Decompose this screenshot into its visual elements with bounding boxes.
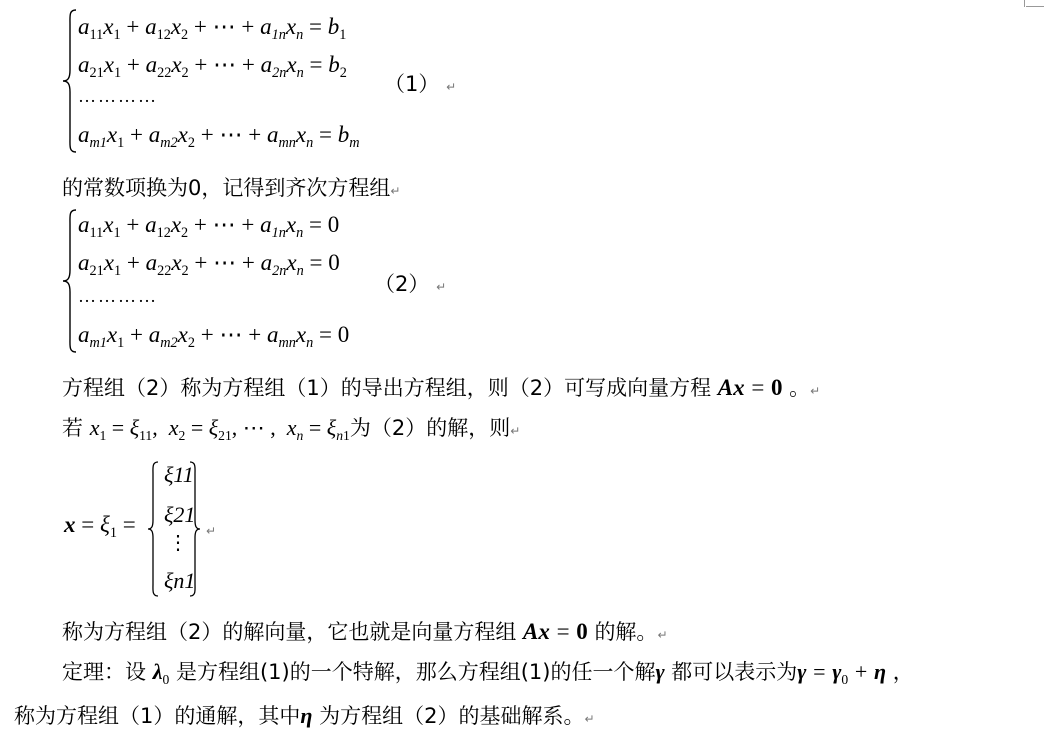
equation-row: $a_{m1}x_1 + a_{m2}x_2$ + ⋯ + $a_{mn}x_n = 0$ [78, 322, 350, 351]
ellipsis-row: ………… [78, 86, 158, 106]
equation-row: $a_{11}x_1 + a_{12}x_2$ + ⋯ + $a_{1n}x_n = 0$ [78, 212, 340, 241]
equation-row: $a_{21}x_1 + a_{22}x_2$ + ⋯ + $a_{2n}x_n = 0$ [78, 250, 340, 279]
paragraph-line: 称为方程组（2）的解向量，它也就是向量方程组 Ax = 0 的解。↵ [62, 619, 668, 644]
paragraph-mark: ↵ [206, 524, 217, 538]
paragraph-line: 称为方程组（1）的通解，其中η 为方程组（2）的基础解系。↵ [14, 703, 595, 728]
ellipsis-row: ………… [78, 286, 158, 306]
right-brace [188, 460, 202, 598]
left-brace [146, 460, 160, 598]
paragraph-line: 的常数项换为0，记得到齐次方程组↵ [62, 176, 401, 200]
paragraph-line: 若 $x_1 = \xi_{11}$, $x_2 = \xi_{21}$, ⋯ , $x_n = \xi_{n1}$为（2）的解，则↵ [62, 415, 521, 443]
vector-entry: ξ21 [164, 502, 196, 527]
page-corner-mark [1026, 6, 1044, 7]
vector-entry: ⋮ [168, 532, 188, 554]
equation-label-2: （2） ↵ [374, 272, 447, 296]
vector-entry: ξn1 [164, 568, 196, 593]
left-brace [60, 8, 78, 154]
equation-row: $a_{21}x_1 + a_{22}x_2$ + ⋯ + $a_{2n}x_n = b_2$ [78, 52, 347, 81]
left-brace [60, 208, 78, 354]
vector-lhs: $x = \xi_1$ = [64, 512, 136, 541]
equation-row: $a_{m1}x_1 + a_{m2}x_2$ + ⋯ + $a_{mn}x_n = b_m$ [78, 122, 360, 151]
paragraph-line: 方程组（2）称为方程组（1）的导出方程组，则（2）可写成向量方程 Ax = 0 。↵ [62, 375, 821, 400]
paragraph-line: 定理：设 $\lambda_0$ 是方程组(1)的一个特解，那么方程组(1)的任一个解γ 都可以表示为$\gamma = \gamma_0 + \eta$ ， [62, 659, 914, 687]
page-corner-mark [1024, 0, 1025, 7]
vector-entry: ξ11 [164, 462, 194, 487]
equation-row: $a_{11}x_1 + a_{12}x_2$ + ⋯ + $a_{1n}x_n = b_1$ [78, 14, 347, 43]
equation-label-1: （1） ↵ [384, 72, 457, 96]
